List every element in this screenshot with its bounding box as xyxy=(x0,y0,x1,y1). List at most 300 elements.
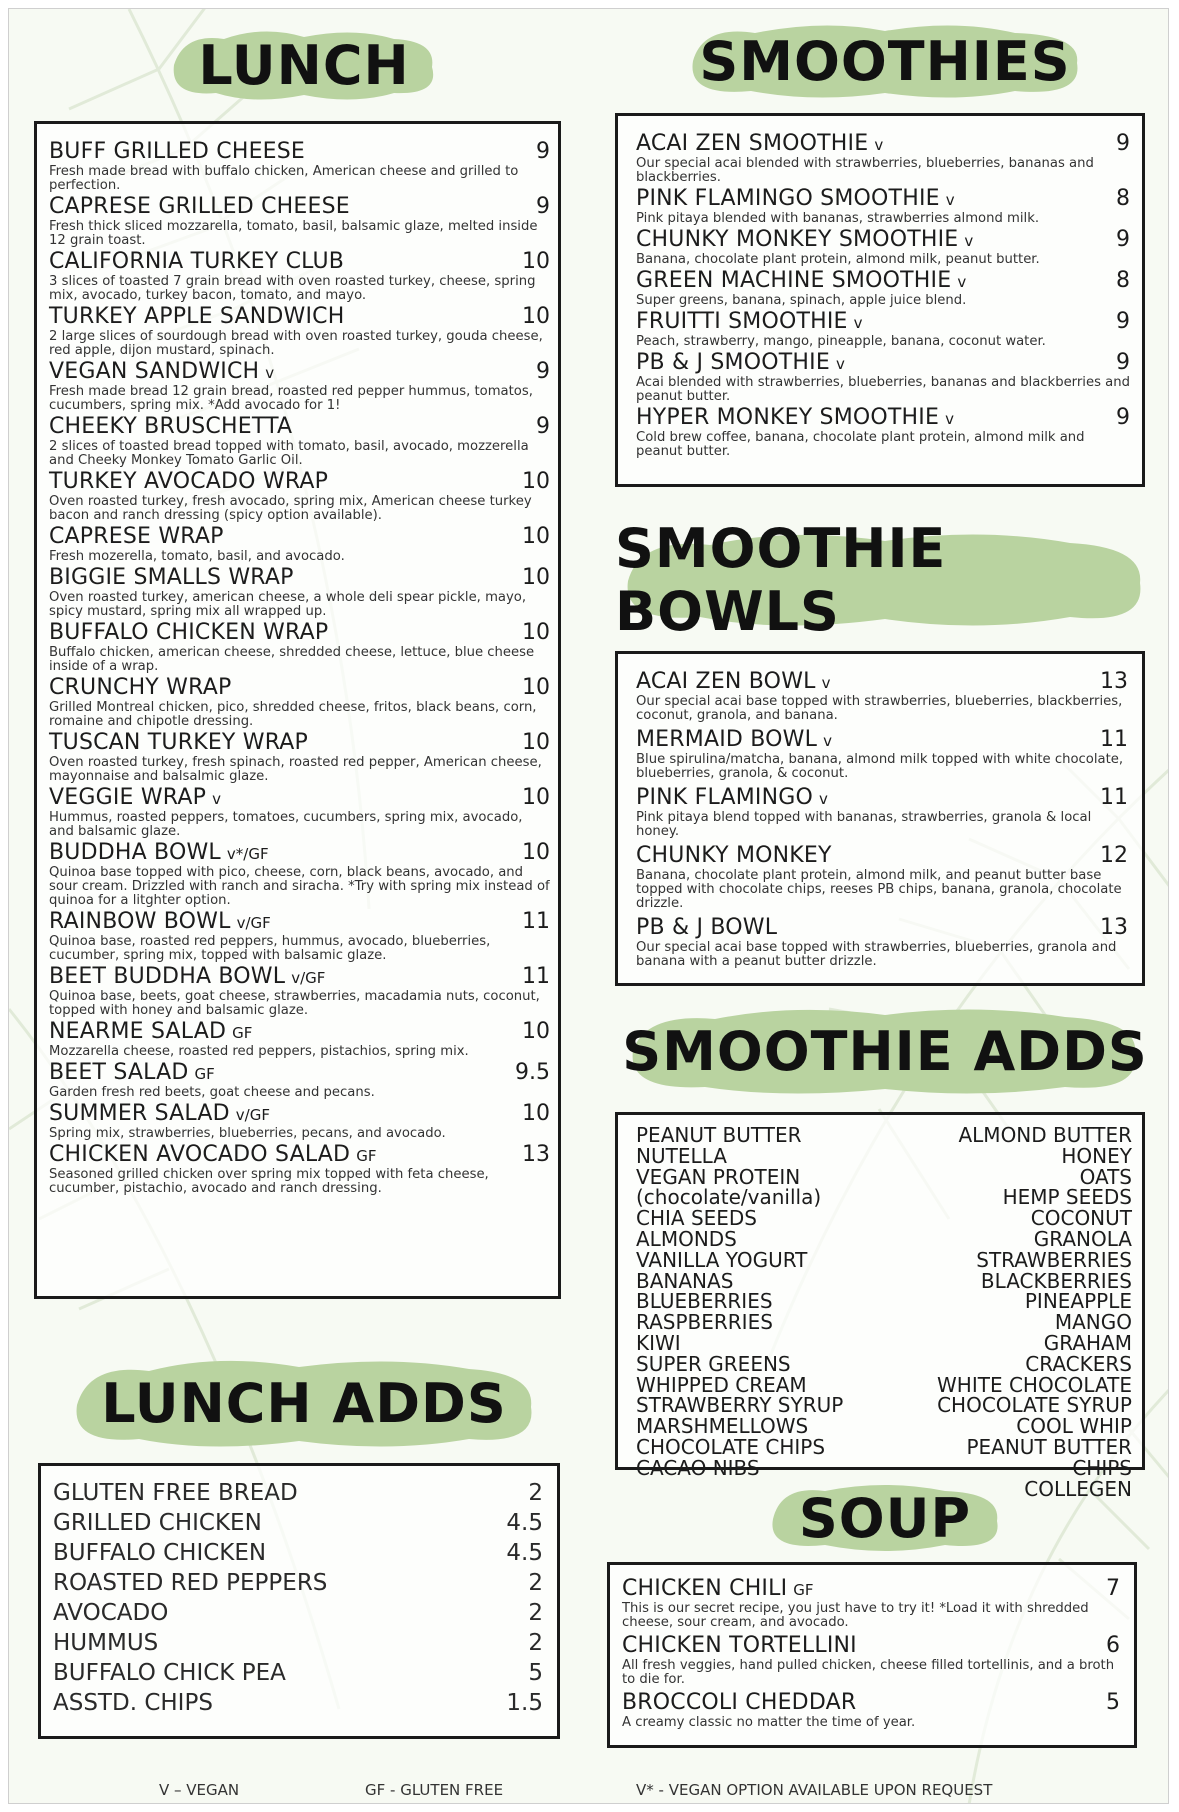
smoothie-add-item: NUTELLA xyxy=(636,1143,727,1168)
menu-item-price: 11 xyxy=(522,964,550,989)
menu-item-description: Oven roasted turkey, fresh spinach, roasted red pepper, American cheese, mayonnaise and balsalmic glaze. xyxy=(49,755,542,784)
dietary-tag: v/GF xyxy=(291,969,326,987)
menu-item-heading xyxy=(49,839,269,866)
menu-item xyxy=(49,248,550,303)
menu-item xyxy=(49,1059,550,1100)
dietary-tag: GF xyxy=(793,1581,814,1599)
smoothie-add-item: MANGO xyxy=(1054,1310,1132,1335)
menu-item-price: 6 xyxy=(1106,1633,1120,1658)
menu-item-description: Oven roasted turkey, fresh avocado, spring mix, American cheese turkey bacon and ranch dressing (spicy option available). xyxy=(49,494,532,523)
menu-item-heading xyxy=(49,1100,270,1127)
menu-item-heading xyxy=(49,674,231,701)
dietary-tag: v xyxy=(212,790,221,808)
menu-item-name: BUDDHA BOWL xyxy=(49,840,221,865)
menu-item-heading xyxy=(622,1689,856,1716)
soup-title: SOUP xyxy=(798,1486,972,1550)
menu-item-price: 10 xyxy=(522,675,550,700)
menu-item-price: 9 xyxy=(536,359,550,384)
menu-item-row xyxy=(622,1575,1120,1602)
menu-item-price: 9 xyxy=(536,194,550,219)
smoothie-add-item: ALMONDS xyxy=(636,1226,737,1251)
dietary-tag: v xyxy=(823,732,832,750)
menu-item xyxy=(636,349,1130,404)
menu-item xyxy=(636,130,1130,185)
menu-item-row xyxy=(622,1632,1120,1659)
menu-item xyxy=(636,726,1128,781)
menu-item-row xyxy=(636,267,1130,294)
menu-item-price: 10 xyxy=(522,1101,550,1126)
menu-item-heading xyxy=(49,248,344,275)
menu-item-heading xyxy=(49,523,224,550)
menu-item xyxy=(622,1632,1120,1687)
menu-item-heading xyxy=(49,413,292,440)
menu-item-price: 10 xyxy=(522,469,550,494)
menu-item-description: Mozzarella cheese, roasted red peppers, pistachios, spring mix. xyxy=(49,1044,469,1059)
menu-item xyxy=(636,784,1128,839)
menu-item xyxy=(636,185,1130,226)
lunch-add-price: 2 xyxy=(528,1480,543,1506)
menu-item-name: TUSCAN TURKEY WRAP xyxy=(49,730,309,755)
smoothie-add-item: STRAWBERRY SYRUP xyxy=(636,1393,844,1418)
menu-item xyxy=(49,619,550,674)
menu-item-heading xyxy=(636,668,831,695)
lunch-add-price: 5 xyxy=(528,1660,543,1686)
menu-item xyxy=(49,523,550,564)
menu-item-description: This is our secret recipe, you just have to try it! *Load it with shredded cheese, sour cream, and avocado. xyxy=(622,1601,1089,1630)
menu-item-description: Peach, strawberry, mango, pineapple, banana, coconut water. xyxy=(636,334,1046,349)
menu-item-row xyxy=(49,674,550,701)
menu-item-price: 9 xyxy=(1116,309,1130,334)
smoothie-add-item: COCONUT xyxy=(1030,1206,1132,1231)
menu-item-heading xyxy=(49,784,221,811)
lunch-add-price: 2 xyxy=(528,1630,543,1656)
menu-item xyxy=(49,413,550,468)
smoothie-adds-left-column xyxy=(636,1125,936,1499)
menu-item-name: CRUNCHY WRAP xyxy=(49,675,232,700)
menu-item-description: 2 slices of toasted bread topped with tomato, basil, avocado, mozzerella and Cheeky Monkey Tomato Garlic Oil. xyxy=(49,439,529,468)
lunch-add-item xyxy=(53,1568,543,1598)
menu-item-row xyxy=(49,839,550,866)
menu-item-price: 10 xyxy=(522,565,550,590)
menu-item-description: Cold brew coffee, banana, chocolate plant protein, almond milk and peanut butter. xyxy=(636,430,1085,459)
menu-item-name: CHICKEN CHILI xyxy=(622,1576,788,1601)
menu-item-description: Our special acai base topped with strawberries, blueberries, granola and banana with a peanut butter drizzle. xyxy=(636,940,1117,969)
lunch-add-item xyxy=(53,1598,543,1628)
lunch-adds-box xyxy=(38,1463,560,1739)
dietary-tag: v/GF xyxy=(235,1106,270,1124)
menu-item-description: Fresh made bread with buffalo chicken, American cheese and grilled to perfection. xyxy=(49,164,519,193)
smoothie-adds-title: SMOOTHIE ADDS xyxy=(622,1019,1148,1083)
dietary-tag: v xyxy=(874,136,884,154)
smoothie-add-item: CHIA SEEDS xyxy=(636,1206,758,1231)
dietary-tag: v xyxy=(821,674,831,692)
menu-item-description: Pink pitaya blended with bananas, strawberries almond milk. xyxy=(636,211,1040,226)
menu-item-row xyxy=(49,1141,550,1168)
lunch-add-price: 4.5 xyxy=(506,1540,543,1566)
menu-item-description: Our special acai blended with strawberries, blueberries, bananas and blackberries. xyxy=(636,156,1094,185)
smoothie-add-item: OATS xyxy=(1079,1164,1132,1189)
lunch-add-name: BUFFALO CHICK PEA xyxy=(53,1660,286,1686)
menu-item-description: Fresh made bread 12 grain bread, roasted red pepper hummus, tomatos, cucumbers, spring mix. *Add avocado for 1! xyxy=(49,384,533,413)
smoothie-add-item: BLACKBERRIES xyxy=(980,1268,1132,1293)
menu-item-name: TURKEY APPLE SANDWICH xyxy=(49,304,345,329)
menu-item-row xyxy=(636,308,1130,335)
menu-item-price: 13 xyxy=(522,1142,550,1167)
menu-item xyxy=(49,908,550,963)
menu-item xyxy=(49,138,550,193)
menu-item-name: CALIFORNIA TURKEY CLUB xyxy=(49,249,345,274)
smoothies-title: SMOOTHIES xyxy=(699,29,1071,93)
menu-item-price: 13 xyxy=(1100,669,1128,694)
smoothie-add-item: GRANOLA xyxy=(1033,1226,1132,1251)
menu-item-name: CHICKEN TORTELLINI xyxy=(622,1633,857,1658)
lunch-add-price: 4.5 xyxy=(506,1510,543,1536)
dietary-tag: v xyxy=(957,273,967,291)
lunch-add-price: 2 xyxy=(528,1600,543,1626)
menu-item-name: PB & J SMOOTHIE xyxy=(636,350,830,375)
menu-item-price: 9.5 xyxy=(515,1060,550,1085)
menu-item-price: 10 xyxy=(522,304,550,329)
smoothie-add-item: HONEY xyxy=(1061,1143,1132,1168)
menu-item xyxy=(49,468,550,523)
menu-item-name: BROCCOLI CHEDDAR xyxy=(622,1690,857,1715)
smoothie-add-item: ALMOND BUTTER xyxy=(958,1123,1132,1147)
smoothie-add-item: BLUEBERRIES xyxy=(636,1289,773,1314)
soup-header xyxy=(615,1474,1155,1562)
smoothie-adds-columns xyxy=(636,1125,1132,1499)
menu-item-heading xyxy=(636,784,828,811)
menu-item xyxy=(49,1100,550,1141)
menu-item-heading xyxy=(636,349,845,376)
smoothie-add-item: BANANAS xyxy=(636,1268,734,1293)
menu-item-price: 9 xyxy=(536,414,550,439)
menu-item-description: Fresh thick sliced mozzarella, tomato, basil, balsamic glaze, melted inside 12 grain toast. xyxy=(49,219,538,248)
smoothie-adds-header xyxy=(615,996,1155,1106)
lunch-add-item xyxy=(53,1628,543,1658)
smoothie-add-item: CACAO NIBS xyxy=(636,1455,760,1480)
menu-item-name: ACAI ZEN BOWL xyxy=(636,669,816,694)
menu-item-heading xyxy=(49,468,328,495)
soup-list xyxy=(622,1575,1120,1730)
menu-item-name: CHEEKY BRUSCHETTA xyxy=(49,414,293,439)
menu-item-price: 10 xyxy=(522,524,550,549)
menu-item-row xyxy=(636,842,1128,869)
menu-item-description: Garden fresh red beets, goat cheese and pecans. xyxy=(49,1085,375,1100)
dietary-tag: v*/GF xyxy=(226,845,269,863)
menu-item xyxy=(49,303,550,358)
menu-item xyxy=(49,674,550,729)
menu-item-name: MERMAID BOWL xyxy=(636,727,818,752)
lunch-add-price: 2 xyxy=(528,1570,543,1596)
menu-item-name: BUFFALO CHICKEN WRAP xyxy=(49,620,329,645)
smoothie-add-item: SUPER GREENS xyxy=(636,1351,791,1376)
smoothie-add-item: VANILLA YOGURT xyxy=(636,1247,808,1272)
smoothies-list xyxy=(636,130,1130,459)
smoothies-header xyxy=(615,9,1155,113)
smoothie-add-item: WHIPPED CREAM xyxy=(636,1372,807,1397)
menu-item-row xyxy=(49,908,550,935)
menu-item-name: BEET SALAD xyxy=(49,1060,189,1085)
lunch-add-name: GLUTEN FREE BREAD xyxy=(53,1480,298,1506)
menu-item-price: 10 xyxy=(522,730,550,755)
menu-item-description: 2 large slices of sourdough bread with oven roasted turkey, gouda cheese, red apple, dijon mustard, spinach. xyxy=(49,329,543,358)
lunch-add-price: 1.5 xyxy=(506,1690,543,1716)
menu-item xyxy=(622,1575,1120,1630)
menu-item-price: 9 xyxy=(1116,405,1130,430)
menu-item-name: RAINBOW BOWL xyxy=(49,909,231,934)
menu-item-price: 9 xyxy=(1116,131,1130,156)
lunch-add-name: GRILLED CHICKEN xyxy=(53,1510,262,1536)
menu-item-name: CHICKEN AVOCADO SALAD xyxy=(49,1142,351,1167)
menu-item-name: SUMMER SALAD xyxy=(49,1101,230,1126)
smoothie-adds-box xyxy=(615,1112,1145,1501)
menu-item-description: Quinoa base, roasted red peppers, hummus, avocado, blueberries, cucumber, spring mix, topped with balsamic glaze. xyxy=(49,934,491,963)
menu-item-description: Spring mix, strawberries, blueberries, pecans, and avocado. xyxy=(49,1126,446,1141)
menu-item-price: 9 xyxy=(1116,350,1130,375)
smoothie-add-item: STRAWBERRIES xyxy=(976,1247,1132,1272)
menu-item xyxy=(49,193,550,248)
menu-item-name: FRUITTI SMOOTHIE xyxy=(636,309,848,334)
menu-item-heading xyxy=(636,226,973,253)
menu-item-description: Grilled Montreal chicken, pico, shredded cheese, fritos, black beans, corn, romaine and chipotle dressing. xyxy=(49,700,537,729)
menu-item-heading xyxy=(49,1018,252,1045)
menu-item-heading xyxy=(622,1632,857,1659)
menu-item-price: 10 xyxy=(522,785,550,810)
menu-item-name: PINK FLAMINGO SMOOTHIE xyxy=(636,186,940,211)
smoothie-add-item: GRAHAM CRACKERS xyxy=(1025,1330,1132,1376)
lunch-list xyxy=(49,138,550,1196)
dietary-tag: v xyxy=(964,232,974,250)
menu-item-description: Acai blended with strawberries, blueberries, bananas and blackberries and peanut butter. xyxy=(636,375,1130,404)
smoothie-add-item: CHOCOLATE SYRUP xyxy=(937,1393,1132,1418)
menu-item-row xyxy=(49,523,550,550)
menu-item-price: 10 xyxy=(522,840,550,865)
menu-item-heading xyxy=(49,1059,215,1086)
menu-item-heading xyxy=(636,404,954,431)
menu-item-row xyxy=(49,468,550,495)
menu-item-heading xyxy=(49,138,305,165)
menu-item-name: TURKEY AVOCADO WRAP xyxy=(49,469,329,494)
lunch-add-name: AVOCADO xyxy=(53,1600,169,1626)
menu-item-row xyxy=(49,138,550,165)
smoothie-add-item: VEGAN PROTEIN (chocolate/vanilla) xyxy=(636,1164,822,1210)
menu-item-row xyxy=(636,726,1128,753)
menu-item-row xyxy=(636,226,1130,253)
menu-item-price: 10 xyxy=(522,1019,550,1044)
menu-item-name: PB & J BOWL xyxy=(636,915,778,940)
dietary-tag: v xyxy=(835,355,845,373)
soup-box xyxy=(607,1562,1137,1748)
smoothie-add-item: MARSHMELLOWS xyxy=(636,1414,809,1439)
menu-item-description: A creamy classic no matter the time of year. xyxy=(622,1715,916,1730)
smoothie-add-item: COOL WHIP xyxy=(1016,1414,1132,1439)
menu-item-row xyxy=(636,668,1128,695)
menu-item xyxy=(49,1018,550,1059)
menu-item-row xyxy=(49,248,550,275)
smoothie-bowls-box xyxy=(615,651,1145,986)
menu-item-heading xyxy=(49,564,294,591)
smoothie-add-item: COLLEGEN xyxy=(1024,1476,1132,1501)
menu-item xyxy=(49,784,550,839)
dietary-tag: GF xyxy=(194,1065,215,1083)
menu-item-description: Fresh mozerella, tomato, basil, and avocado. xyxy=(49,549,345,564)
menu-item-name: GREEN MACHINE SMOOTHIE xyxy=(636,268,952,293)
menu-item-row xyxy=(49,784,550,811)
menu-item-description: Banana, chocolate plant protein, almond milk, peanut butter. xyxy=(636,252,1040,267)
menu-item xyxy=(636,668,1128,723)
menu-item-description: Hummus, roasted peppers, tomatoes, cucumbers, spring mix, avocado, and balsamic glaze. xyxy=(49,810,523,839)
menu-item-description: Pink pitaya blend topped with bananas, strawberries, granola & local honey. xyxy=(636,810,1092,839)
menu-item-name: CAPRESE GRILLED CHEESE xyxy=(49,194,350,219)
menu-item-heading xyxy=(49,963,325,990)
lunch-box xyxy=(34,121,561,1299)
menu-item-description: Our special acai base topped with strawberries, blueberries, blackberries, coconut, granola, and banana. xyxy=(636,694,1123,723)
menu-item-name: NEARME SALAD xyxy=(49,1019,227,1044)
smoothie-add-item: PINEAPPLE xyxy=(1024,1289,1132,1314)
menu-item-row xyxy=(636,784,1128,811)
menu-item-name: VEGAN SANDWICH xyxy=(49,359,260,384)
menu-item-price: 5 xyxy=(1106,1690,1120,1715)
dietary-tag: v xyxy=(853,314,863,332)
menu-item-heading xyxy=(49,729,308,756)
left-column xyxy=(34,9,574,1739)
menu-item-row xyxy=(49,729,550,756)
lunch-adds-header xyxy=(34,1343,574,1463)
menu-item-heading xyxy=(636,185,955,212)
menu-item-description: Blue spirulina/matcha, banana, almond milk topped with white chocolate, blueberries, granola, & coconut. xyxy=(636,752,1124,781)
menu-item-heading xyxy=(622,1575,814,1602)
menu-item-heading xyxy=(636,267,966,294)
menu-item-heading xyxy=(49,619,328,646)
dietary-tag: v/GF xyxy=(236,914,271,932)
lunch-adds-list xyxy=(53,1478,543,1718)
menu-item xyxy=(636,226,1130,267)
menu-item-row xyxy=(636,185,1130,212)
menu-item-name: VEGGIE WRAP xyxy=(49,785,207,810)
smoothies-box xyxy=(615,113,1145,487)
menu-item xyxy=(636,404,1130,459)
menu-item-description: Super greens, banana, spinach, apple juice blend. xyxy=(636,293,967,308)
menu-item-row xyxy=(636,914,1128,941)
legend-vegan: V – VEGAN xyxy=(159,1781,240,1799)
menu-item-name: ACAI ZEN SMOOTHIE xyxy=(636,131,869,156)
right-column xyxy=(615,9,1155,1748)
menu-item-row xyxy=(636,349,1130,376)
lunch-add-item xyxy=(53,1538,543,1568)
menu-item xyxy=(622,1689,1120,1730)
menu-item xyxy=(49,564,550,619)
smoothie-adds-right-column xyxy=(936,1125,1132,1499)
menu-item-heading xyxy=(636,130,883,157)
lunch-add-name: HUMMUS xyxy=(53,1630,159,1656)
dietary-tag: v xyxy=(265,364,275,382)
menu-item-price: 11 xyxy=(1100,785,1128,810)
smoothie-add-item: HEMP SEEDS xyxy=(1002,1185,1132,1210)
menu-item xyxy=(636,914,1128,969)
menu-item xyxy=(49,1141,550,1196)
menu-item-name: PINK FLAMINGO xyxy=(636,785,813,810)
menu-item-description: Quinoa base topped with pico, cheese, corn, black beans, avocado, and sour cream. Drizzled with ranch and siracha. *Try with spring mix instead of quinoa for a litghter option. xyxy=(49,865,550,908)
lunch-adds-title: LUNCH ADDS xyxy=(101,1371,507,1435)
lunch-add-item xyxy=(53,1688,543,1718)
smoothie-add-item: KIWI xyxy=(636,1330,681,1355)
smoothie-bowls-title: SMOOTHIE BOWLS xyxy=(615,517,947,643)
dietary-tag: GF xyxy=(232,1024,253,1042)
menu-item-heading xyxy=(49,193,350,220)
menu-item-name: HYPER MONKEY SMOOTHIE xyxy=(636,405,940,430)
menu-item-name: CHUNKY MONKEY xyxy=(636,843,832,868)
menu-item-description: Banana, chocolate plant protein, almond milk, and peanut butter base topped with chocolate chips, reeses PB chips, banana, granola, chocolate drizzle. xyxy=(636,868,1122,911)
menu-item-heading xyxy=(49,1141,376,1168)
menu-item-row xyxy=(49,358,550,385)
smoothie-add-item: RASPBERRIES xyxy=(636,1310,773,1335)
menu-item-heading xyxy=(49,303,345,330)
menu-item-description: 3 slices of toasted 7 grain bread with oven roasted turkey, cheese, spring mix, avocado, turkey bacon, tomato, and mayo. xyxy=(49,274,536,303)
lunch-add-name: ROASTED RED PEPPERS xyxy=(53,1570,328,1596)
menu-item-name: BIGGIE SMALLS WRAP xyxy=(49,565,294,590)
menu-item xyxy=(636,267,1130,308)
dietary-tag: v xyxy=(945,191,955,209)
menu-item xyxy=(636,842,1128,911)
menu-item-row xyxy=(49,1059,550,1086)
smoothie-add-item: WHITE CHOCOLATE xyxy=(937,1372,1132,1397)
menu-item-row xyxy=(49,413,550,440)
dietary-tag: v xyxy=(945,410,954,428)
legend-gluten-free: GF - GLUTEN FREE xyxy=(365,1781,504,1799)
menu-item-row xyxy=(49,1018,550,1045)
dietary-tag: GF xyxy=(356,1147,377,1165)
menu-item-row xyxy=(49,564,550,591)
menu-item xyxy=(636,308,1130,349)
menu-page xyxy=(8,8,1169,1804)
legend-vegan-option: V* - VEGAN OPTION AVAILABLE UPON REQUEST xyxy=(636,1781,993,1799)
lunch-add-item xyxy=(53,1508,543,1538)
menu-item-price: 9 xyxy=(1116,227,1130,252)
smoothie-bowls-header xyxy=(615,515,1155,645)
smoothie-bowls-list xyxy=(636,668,1128,969)
menu-item-row xyxy=(49,619,550,646)
menu-item-name: BEET BUDDHA BOWL xyxy=(49,964,286,989)
menu-item-price: 7 xyxy=(1106,1576,1120,1601)
lunch-add-name: ASSTD. CHIPS xyxy=(53,1690,213,1716)
menu-item-row xyxy=(636,404,1130,431)
menu-item-heading xyxy=(49,358,274,385)
menu-item-row xyxy=(636,130,1130,157)
lunch-header xyxy=(34,9,574,121)
menu-item-row xyxy=(622,1689,1120,1716)
menu-item-row xyxy=(49,1100,550,1127)
smoothie-add-item: CHOCOLATE CHIPS xyxy=(636,1434,826,1459)
lunch-add-item xyxy=(53,1478,543,1508)
menu-item-price: 10 xyxy=(522,249,550,274)
menu-item-row xyxy=(49,303,550,330)
menu-item-price: 11 xyxy=(1100,727,1128,752)
menu-item-description: Seasoned grilled chicken over spring mix topped with feta cheese, cucumber, pistachio, avocado and ranch dressing. xyxy=(49,1167,489,1196)
menu-item-price: 13 xyxy=(1100,915,1128,940)
menu-item xyxy=(49,358,550,413)
menu-item xyxy=(49,729,550,784)
dietary-tag: v xyxy=(819,790,828,808)
menu-item-name: BUFF GRILLED CHEESE xyxy=(49,139,306,164)
menu-item-heading xyxy=(636,914,777,941)
menu-item-description: All fresh veggies, hand pulled chicken, cheese filled tortellinis, and a broth to die for. xyxy=(622,1658,1115,1687)
menu-item-heading xyxy=(636,726,832,753)
menu-item-price: 9 xyxy=(536,139,550,164)
smoothie-add-item: PEANUT BUTTER xyxy=(636,1123,802,1147)
menu-item xyxy=(49,963,550,1018)
menu-item-name: CAPRESE WRAP xyxy=(49,524,224,549)
menu-item-description: Buffalo chicken, american cheese, shredded cheese, lettuce, blue cheese inside of a wrap. xyxy=(49,645,535,674)
